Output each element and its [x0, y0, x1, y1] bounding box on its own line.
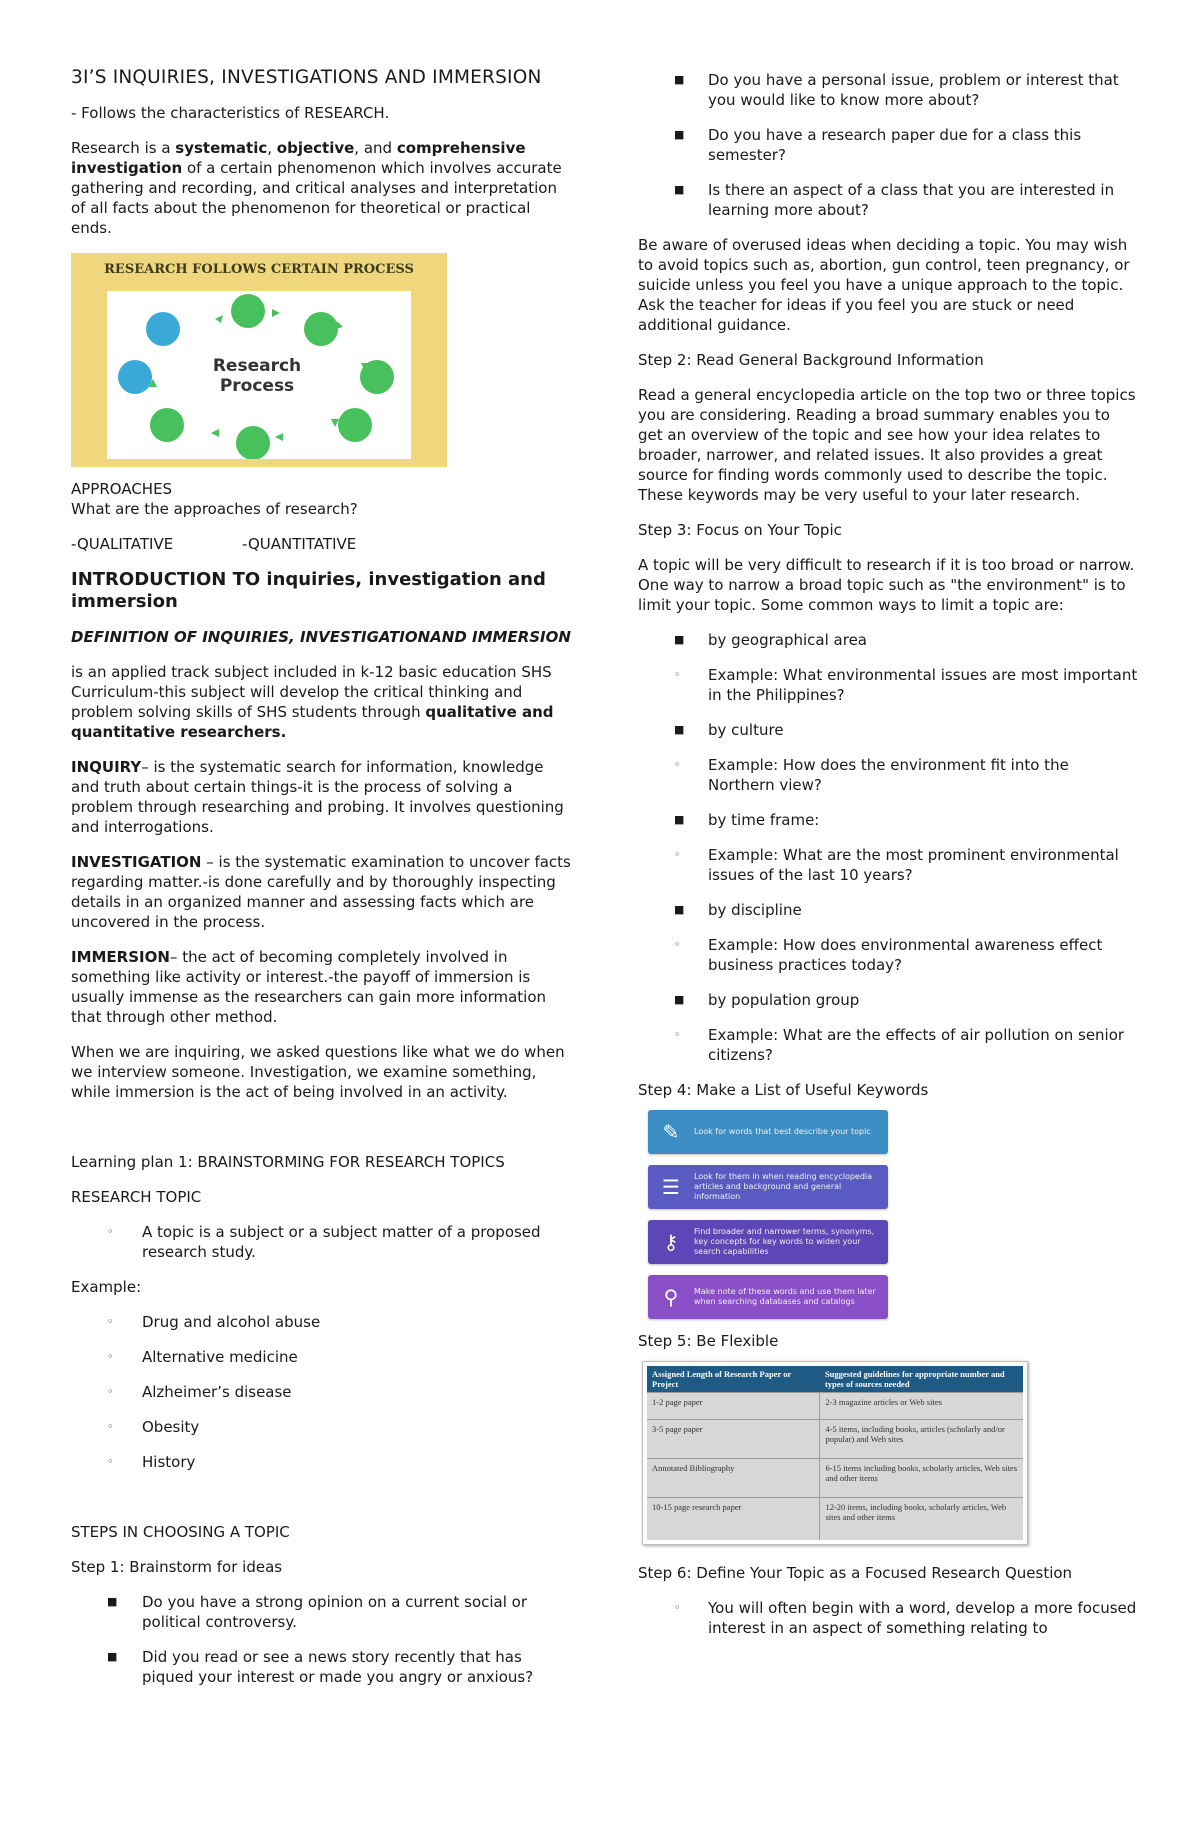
inquiry-text: – is the systematic search for information, knowledge and truth about certain things-it is the process of solving a problem through researching and probing. It involves questioning and interrogations.: [71, 758, 564, 836]
square-bullet-icon: ■: [107, 1595, 118, 1608]
process-step-circle: [118, 360, 152, 394]
overused-ideas-paragraph: Be aware of overused ideas when deciding a topic. You may wish to avoid topics such as, abortion, gun control, teen pregnancy, or suicide unless you feel you have a unique approach to the topic. Ask the teacher for ideas if you feel you are stuck or need additional guidance.: [638, 236, 1130, 334]
limit-topic-list: [638, 630, 1138, 1065]
table-row: [647, 1498, 1023, 1541]
circle-bullet-icon: ◦: [674, 848, 681, 861]
research-topic-heading: RESEARCH TOPIC: [71, 1188, 202, 1206]
list-item-text: Obesity: [142, 1418, 200, 1436]
process-step-circle: [146, 312, 180, 346]
pencil-icon: ✎: [662, 1120, 680, 1144]
research-def-text: ,: [267, 139, 277, 157]
diagram-center-label: Process: [219, 376, 295, 396]
keyword-box: [648, 1220, 888, 1264]
square-bullet-icon: ■: [674, 633, 685, 646]
investigation-term: INVESTIGATION: [71, 853, 202, 871]
list-item-text: Example: How does environmental awareness effect business practices today?: [708, 936, 1103, 974]
keyword-box: [648, 1275, 888, 1319]
circle-bullet-icon: ◦: [107, 1420, 114, 1433]
investigation-text: – is the systematic examination to uncover facts regarding matter.-is done carefully and by thoroughly inspecting details in an organized manner and assessing facts which are uncovered in the process.: [71, 853, 571, 931]
circle-bullet-icon: ◦: [674, 758, 681, 771]
square-bullet-icon: ■: [674, 993, 685, 1006]
table-cell: Annotated Bibliography: [647, 1459, 820, 1498]
list-item-text: Do you have a research paper due for a class this semester?: [708, 126, 1082, 164]
key-icon: ⚷: [663, 1230, 679, 1254]
table-cell: 12-20 items, including books, scholarly articles, Web sites and other items: [820, 1498, 1023, 1541]
list-item: [71, 1647, 571, 1687]
list-item-text: Did you read or see a news story recently that has piqued your interest or made you angry or anxious?: [142, 1648, 534, 1686]
sources-table-figure: [642, 1361, 1028, 1545]
research-definition: [71, 138, 571, 238]
books-icon: ☰: [662, 1175, 680, 1199]
example-topics-list: [71, 1312, 571, 1472]
table-row: [647, 1420, 1023, 1459]
list-item-text: Is there an aspect of a class that you are interested in learning more about?: [708, 181, 1115, 219]
square-bullet-icon: ■: [674, 903, 685, 916]
square-bullet-icon: ■: [674, 183, 685, 196]
investigation-paragraph: [71, 852, 571, 932]
list-item-text: Alternative medicine: [142, 1348, 298, 1366]
circle-bullet-icon: ◦: [674, 1028, 681, 1041]
circle-bullet-icon: ◦: [674, 1601, 681, 1614]
search-icon: ⚲: [663, 1285, 679, 1309]
circle-bullet-icon: ◦: [107, 1315, 114, 1328]
keyword-box-text: Make note of these words and use them later when searching databases and catalogs: [694, 1287, 876, 1306]
figure-title: RESEARCH FOLLOWS CERTAIN PROCESS: [104, 262, 414, 277]
table-cell: 10-15 page research paper: [647, 1498, 820, 1541]
step1-questions-list-continued: [638, 70, 1138, 220]
list-item: [638, 720, 1138, 740]
approach-quantitative: -QUANTITATIVE: [242, 535, 357, 553]
keyword-box-text: Find broader and narrower terms, synonyms, key concepts for key words to widen your search capabilities: [694, 1227, 875, 1256]
list-item: [638, 180, 1138, 220]
list-item-text: Example: What are the most prominent environmental issues of the last 10 years?: [708, 846, 1119, 884]
circle-bullet-icon: ◦: [107, 1385, 114, 1398]
step5-heading: Step 5: Be Flexible: [638, 1332, 779, 1350]
list-item-text: Example: What environmental issues are most important in the Philippines?: [708, 666, 1138, 704]
square-bullet-icon: ■: [674, 813, 685, 826]
square-bullet-icon: ■: [674, 723, 685, 736]
list-item: [638, 70, 1138, 110]
list-item-text: by discipline: [708, 901, 802, 919]
table-header-cell: Assigned Length of Research Paper or Project: [647, 1366, 820, 1393]
step6-list: [638, 1598, 1138, 1638]
table-header-row: [647, 1366, 1023, 1393]
circle-bullet-icon: ◦: [107, 1225, 114, 1238]
table-cell: 1-2 page paper: [647, 1393, 820, 1420]
table-cell: 6-15 items including books, scholarly articles, Web sites and other items: [820, 1459, 1023, 1498]
list-item: [71, 1592, 571, 1632]
immersion-paragraph: [71, 947, 571, 1027]
applied-text: is an applied track subject included in k-12 basic education SHS Curriculum-this subject will develop the critical thinking and problem solving skills of SHS students through: [71, 663, 552, 721]
inquiry-paragraph: [71, 757, 571, 837]
document-title: 3I’S INQUIRIES, INVESTIGATIONS AND IMMERSION: [71, 67, 542, 88]
list-item: [638, 125, 1138, 165]
list-item-text: by culture: [708, 721, 784, 739]
step2-paragraph: Read a general encyclopedia article on the top two or three topics you are considering. Reading a broad summary enables you to get an overview of the topic and see how your idea relates to broader, narrower, and related issues. It also provides a great source for finding words commonly used to describe the topic. These keywords may be very useful to your later research.: [638, 386, 1136, 504]
applied-bold: qualitative and quantitative researchers.: [71, 703, 554, 741]
research-def-text: Research is a: [71, 139, 176, 157]
list-item: [71, 1312, 571, 1332]
list-item-text: Example: What are the effects of air pollution on senior citizens?: [708, 1026, 1125, 1064]
definition-heading: DEFINITION OF INQUIRIES, INVESTIGATIONAND IMMERSION: [71, 628, 571, 646]
step1-heading: Step 1: Brainstorm for ideas: [71, 1558, 283, 1576]
process-step-circle: [338, 408, 372, 442]
summary-paragraph: When we are inquiring, we asked questions like what we do when we interview someone. Investigation, we examine something, while immersion is the act of being involved in an activity.: [71, 1043, 565, 1101]
list-item: [638, 990, 1138, 1010]
process-step-circle: [150, 408, 184, 442]
intro-heading: INTRODUCTION TO inquiries, investigation and immersion: [71, 569, 546, 612]
keyword-box-text: Look for them in when reading encyclopedia articles and background and general information: [694, 1172, 873, 1201]
keyword-box-text: Look for words that best describe your topic: [694, 1127, 871, 1136]
topic-definition-list: [71, 1222, 571, 1262]
step4-heading: Step 4: Make a List of Useful Keywords: [638, 1081, 929, 1099]
approach-qualitative: -QUALITATIVE: [71, 535, 174, 553]
list-item: [638, 1598, 1138, 1638]
right-column: [638, 70, 1138, 1653]
list-item-text: You will often begin with a word, develop a more focused interest in an aspect of something relating to: [708, 1599, 1137, 1637]
list-item-text: History: [142, 1453, 196, 1471]
keyword-box: [648, 1165, 888, 1209]
list-item: [71, 1417, 571, 1437]
table-cell: 4-5 items, including books, articles (scholarly and/or popular) and Web sites: [820, 1420, 1023, 1459]
process-step-circle: [304, 312, 338, 346]
research-def-bold: comprehensive investigation: [71, 139, 526, 177]
square-bullet-icon: ■: [674, 128, 685, 141]
list-item-text: by time frame:: [708, 811, 820, 829]
list-item: [71, 1222, 571, 1262]
list-item: [638, 1025, 1138, 1065]
list-item: [71, 1452, 571, 1472]
table-header-cell: Suggested guidelines for appropriate number and types of sources needed: [820, 1366, 1023, 1393]
diagram-center-label: Research: [212, 356, 302, 376]
step2-heading: Step 2: Read General Background Information: [638, 351, 984, 369]
research-process-figure: [71, 253, 447, 467]
list-item: [638, 665, 1138, 705]
list-item: [71, 1382, 571, 1402]
square-bullet-icon: ■: [674, 73, 685, 86]
circle-bullet-icon: ◦: [674, 938, 681, 951]
keyword-box: [648, 1110, 888, 1154]
approaches-list: [71, 534, 571, 554]
list-item: [638, 630, 1138, 650]
list-item: [638, 900, 1138, 920]
steps-heading: STEPS IN CHOOSING A TOPIC: [71, 1523, 290, 1541]
inquiry-term: INQUIRY: [71, 758, 142, 776]
list-item: [71, 1347, 571, 1367]
keywords-figure: [648, 1110, 888, 1319]
approaches-question: What are the approaches of research?: [71, 500, 358, 518]
circle-bullet-icon: ◦: [107, 1455, 114, 1468]
research-def-bold: systematic: [175, 139, 268, 157]
process-step-circle: [236, 426, 270, 459]
list-item-text: Example: How does the environment fit into the Northern view?: [708, 756, 1069, 794]
list-item: [638, 845, 1138, 885]
square-bullet-icon: ■: [107, 1650, 118, 1663]
research-def-text: of a certain phenomenon which involves accurate gathering and recording, and critical analyses and interpretation of all facts about the phenomenon for theoretical or practical ends.: [71, 159, 562, 237]
example-label: Example:: [71, 1278, 142, 1296]
list-item-text: Do you have a personal issue, problem or interest that you would like to know more about?: [708, 71, 1119, 109]
list-item-text: by population group: [708, 991, 860, 1009]
step6-heading: Step 6: Define Your Topic as a Focused Research Question: [638, 1564, 1073, 1582]
research-def-text: , and: [354, 139, 397, 157]
sources-table: [647, 1366, 1023, 1540]
process-step-circle: [360, 360, 394, 394]
table-row: [647, 1393, 1023, 1420]
table-cell: 3-5 page paper: [647, 1420, 820, 1459]
immersion-text: – the act of becoming completely involved in something like activity or interest.-the payoff of immersion is usually immense as the researchers can gain more information that through other method.: [71, 948, 547, 1026]
table-cell: 2-3 magazine articles or Web sites: [820, 1393, 1023, 1420]
approaches-heading: APPROACHES: [71, 480, 173, 498]
list-item: [638, 935, 1138, 975]
circle-bullet-icon: ◦: [107, 1350, 114, 1363]
table-row: [647, 1459, 1023, 1498]
list-item-text: Do you have a strong opinion on a current social or political controversy.: [142, 1593, 528, 1631]
circle-bullet-icon: ◦: [674, 668, 681, 681]
list-item-text: Drug and alcohol abuse: [142, 1313, 321, 1331]
follows-line: - Follows the characteristics of RESEARCH.: [71, 104, 390, 122]
step3-heading: Step 3: Focus on Your Topic: [638, 521, 842, 539]
applied-track-paragraph: [71, 662, 571, 742]
list-item-text: Alzheimer’s disease: [142, 1383, 292, 1401]
list-item: [638, 810, 1138, 830]
left-column: [71, 66, 571, 1702]
immersion-term: IMMERSION: [71, 948, 170, 966]
step3-paragraph: A topic will be very difficult to research if it is too broad or narrow. One way to narrow a broad topic such as "the environment" is to limit your topic. Some common ways to limit a topic are:: [638, 556, 1135, 614]
research-process-diagram: [107, 291, 411, 459]
learning-plan-heading: Learning plan 1: BRAINSTORMING FOR RESEARCH TOPICS: [71, 1153, 505, 1171]
list-item-text: by geographical area: [708, 631, 867, 649]
step1-questions-list: [71, 1592, 571, 1687]
list-item-text: A topic is a subject or a subject matter of a proposed research study.: [142, 1223, 541, 1261]
research-def-bold: objective: [276, 139, 355, 157]
process-step-circle: [231, 294, 265, 328]
list-item: [638, 755, 1138, 795]
